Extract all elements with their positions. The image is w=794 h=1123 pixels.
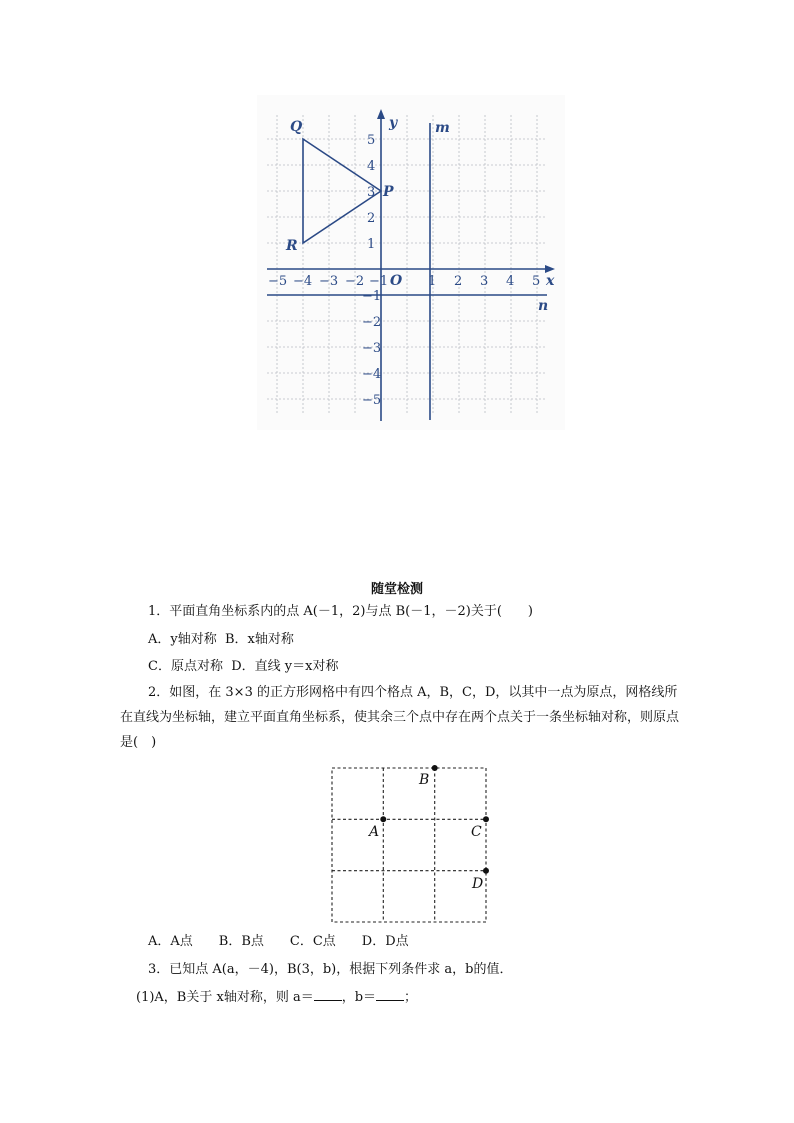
q2-options: A．A点 B．B点 C．C点 D．D点 <box>148 934 409 949</box>
point-q-label: Q <box>290 119 303 135</box>
question-2: 2．如图，在 3×3 的正方形网格中有四个格点 A，B，C，D，以其中一点为原点，网格线所在直线为坐标轴，建立平面直角坐标系，使其余三个点中存在两个点关于一条坐标轴对称，则原点是( ) <box>120 685 680 750</box>
y-axis-label: y <box>389 115 398 131</box>
q3-part-1-end: ； <box>404 990 418 1005</box>
q3-part-1-mid: ，b＝ <box>341 990 377 1005</box>
point-b-label: B <box>419 772 430 788</box>
x-tick: 3 <box>480 274 489 289</box>
q1-option-a: A．y轴对称 <box>148 632 217 647</box>
x-tick: −2 <box>345 274 365 289</box>
y-tick: 4 <box>367 159 376 174</box>
question-3: 3．已知点 A(a，－4)，B(3，b)，根据下列条件求 a，b的值． <box>148 962 513 977</box>
y-tick: 2 <box>367 211 376 226</box>
y-tick: 1 <box>367 237 376 252</box>
point-b <box>432 765 438 771</box>
grid-figure <box>318 760 498 930</box>
x-tick: 1 <box>428 274 437 289</box>
line-n-label: n <box>538 298 549 314</box>
point-c-label: C <box>471 824 482 840</box>
y-tick: −4 <box>362 367 382 382</box>
point-c <box>483 816 489 822</box>
q1-option-b: B．x轴对称 <box>225 632 294 647</box>
y-tick: −5 <box>362 393 382 408</box>
y-tick: −1 <box>362 289 382 304</box>
x-tick: 2 <box>454 274 463 289</box>
coordinate-figure <box>257 95 565 430</box>
x-tick: −3 <box>319 274 339 289</box>
x-tick: −1 <box>369 274 389 289</box>
y-tick: −2 <box>362 315 382 330</box>
y-tick: −3 <box>362 341 382 356</box>
point-a-label: A <box>369 824 380 840</box>
x-tick: 4 <box>506 274 515 289</box>
q3-part-1 <box>136 988 417 1007</box>
answer-blank-b[interactable] <box>376 988 404 1001</box>
point-p-label: P <box>383 184 394 200</box>
point-r-label: R <box>286 238 298 254</box>
q1-option-c: C．原点对称 <box>148 659 223 674</box>
section-heading: 随堂检测 <box>370 582 423 597</box>
q1-options-cd <box>148 658 338 676</box>
x-tick: −5 <box>268 274 288 289</box>
point-a <box>380 816 386 822</box>
x-tick: −4 <box>293 274 313 289</box>
answer-blank-a[interactable] <box>314 988 342 1001</box>
question-1: 1．平面直角坐标系内的点 A(－1，2)与点 B(－1，－2)关于( ) <box>148 604 533 619</box>
q3-part-1-text: (1)A，B关于 x轴对称，则 a＝ <box>136 990 314 1005</box>
q1-option-d: D．直线 y＝x对称 <box>231 659 339 674</box>
point-d <box>483 868 489 874</box>
x-axis-label: x <box>546 273 555 289</box>
origin-label: O <box>390 273 403 289</box>
y-tick: 5 <box>367 133 376 148</box>
line-m-label: m <box>435 120 450 136</box>
x-tick: 5 <box>532 274 541 289</box>
point-d-label: D <box>472 876 484 892</box>
q1-options-ab <box>148 631 294 649</box>
y-tick: 3 <box>367 185 376 200</box>
